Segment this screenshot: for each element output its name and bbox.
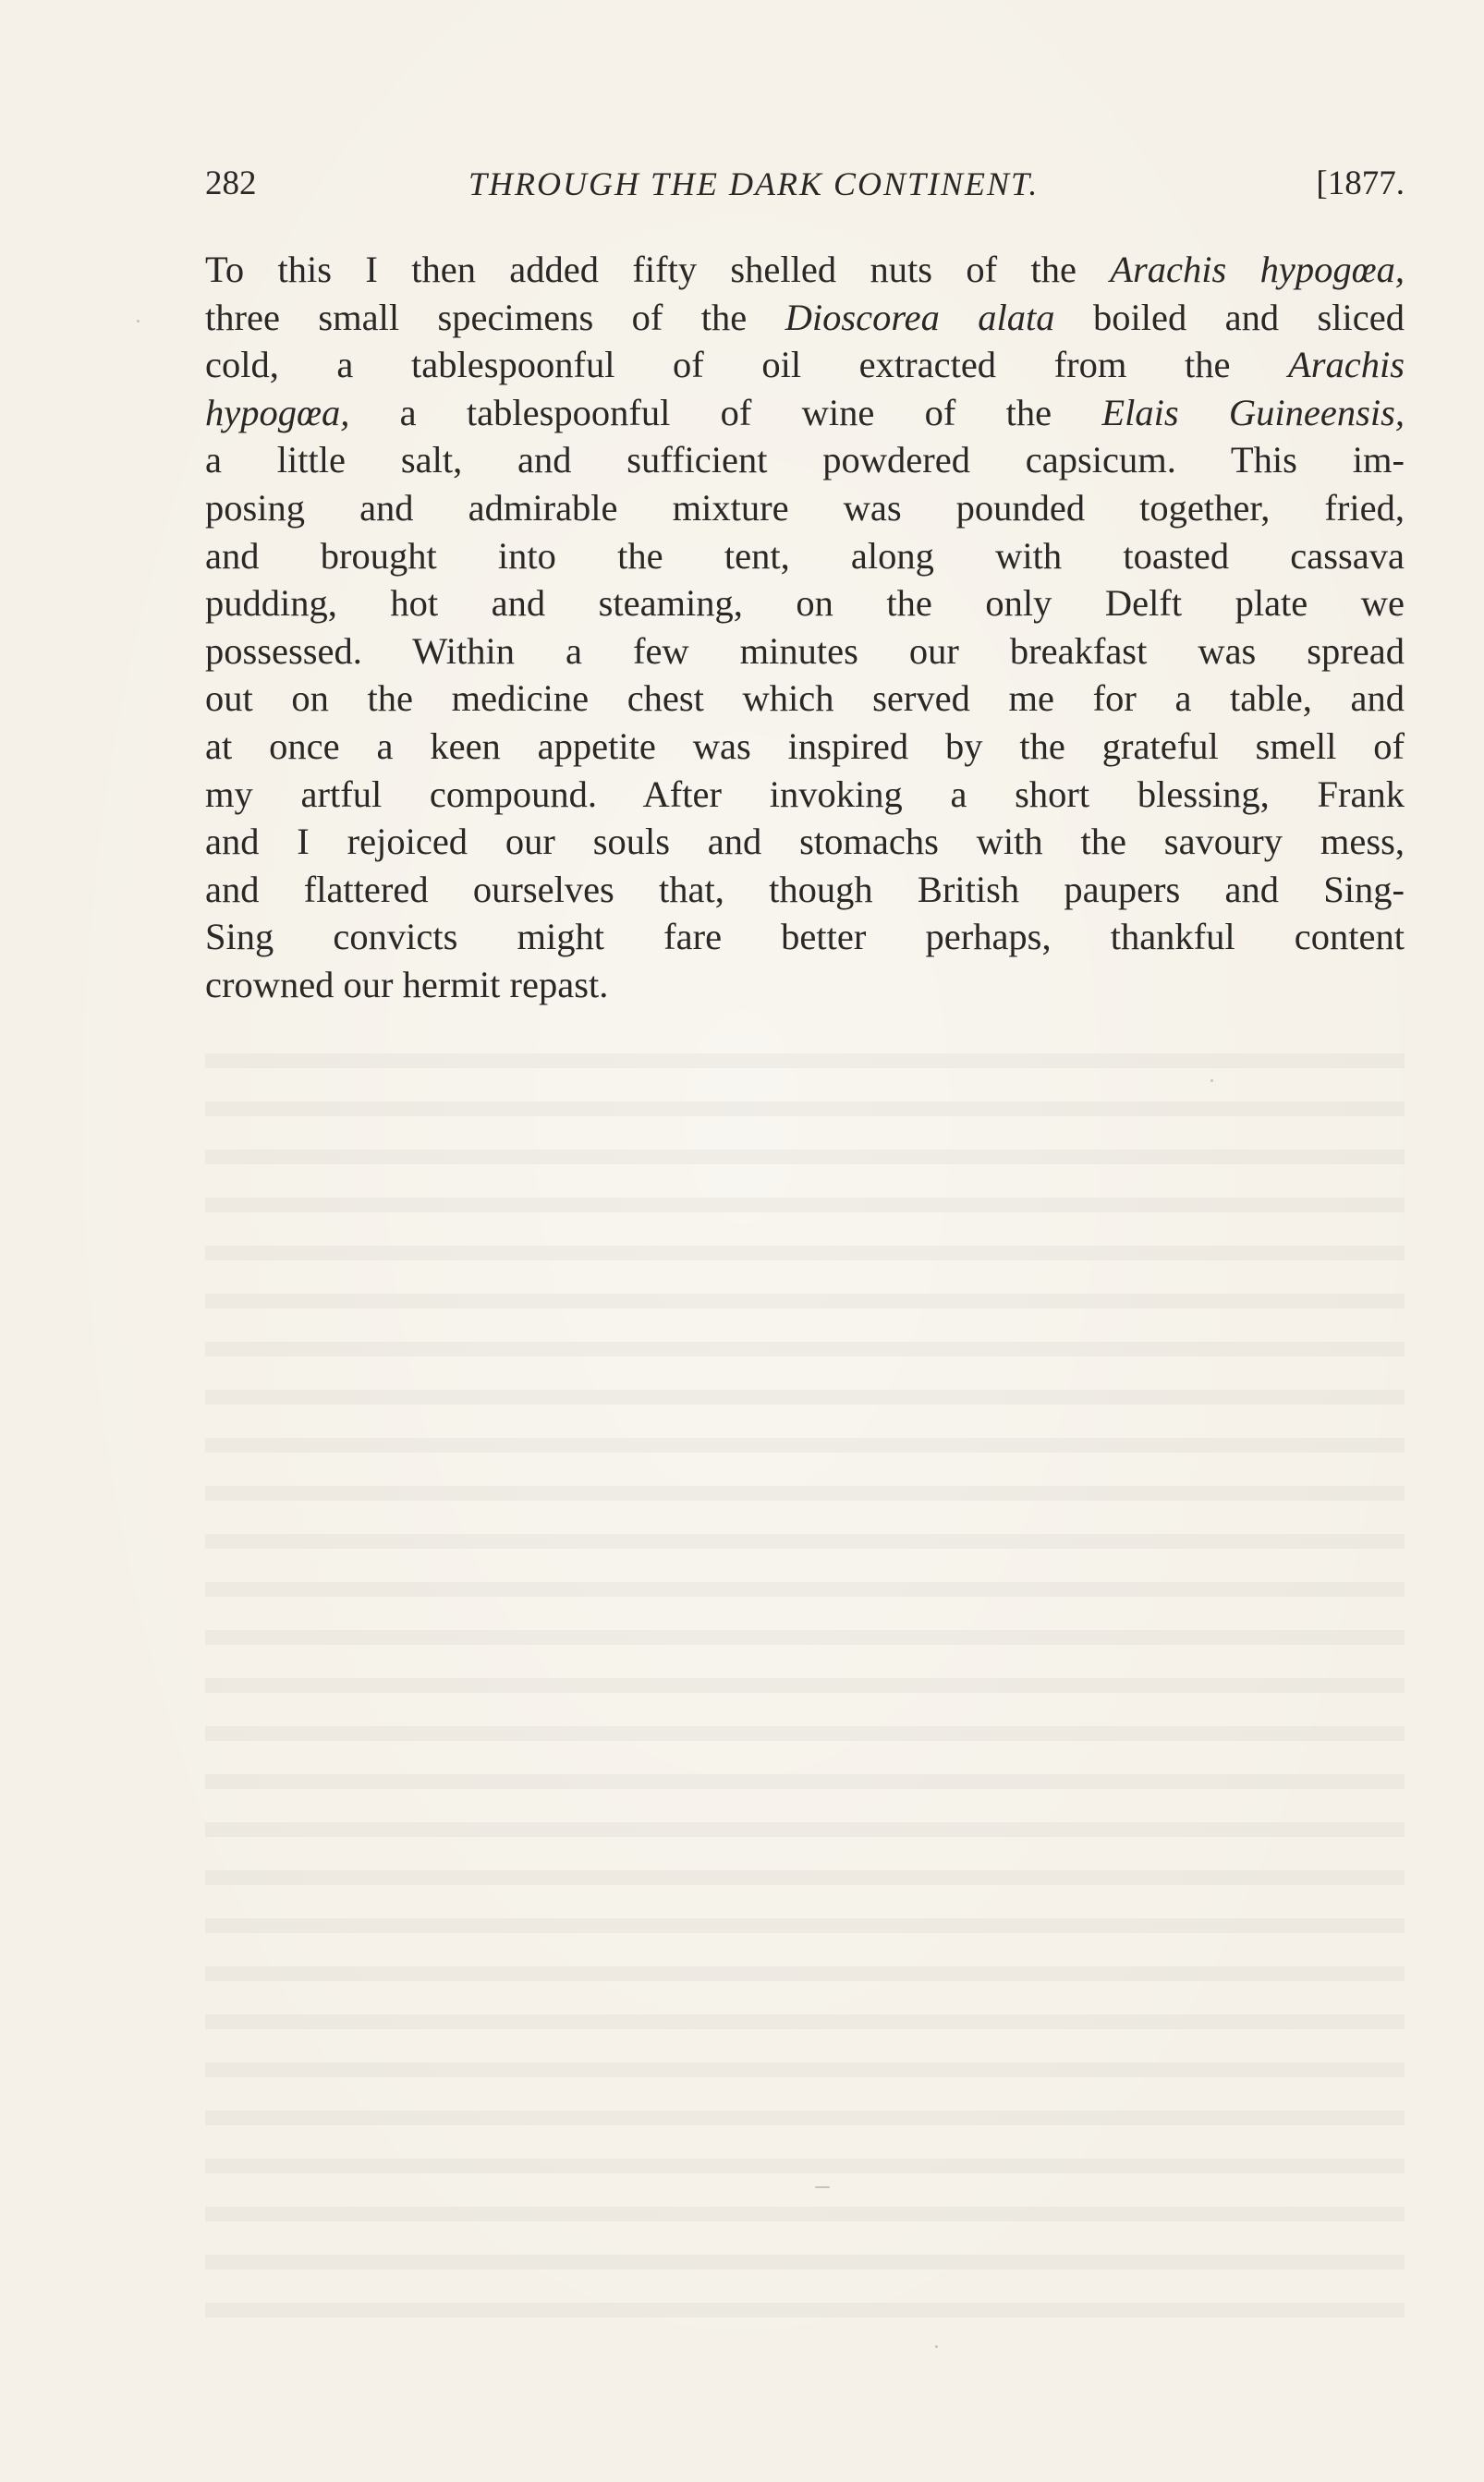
text-run: and brought into the tent, along with toasted cassava [205,534,1405,577]
text-run: at once a keen appetite was inspired by the grateful smell of [205,724,1405,767]
text-line [205,675,1405,723]
text-run: out on the medicine chest which served me for a table, and [205,677,1405,720]
paper-speck [815,2186,830,2188]
text-line [205,294,1405,342]
italic-term: Arachis [1288,344,1405,386]
text-run: pudding, hot and steaming, on the only Delft plate we [205,582,1405,625]
text-run: three small specimens of the [205,296,785,338]
text-run: and I rejoiced our souls and stomachs with the savoury mess, [205,821,1405,863]
italic-term: Dioscorea alata [785,296,1055,338]
text-line [205,532,1405,580]
text-run: a tablespoonful of wine of the [349,391,1102,433]
text-run: cold, a tablespoonful of oil extracted from the [205,344,1288,386]
text-line [205,341,1405,389]
text-line [205,627,1405,675]
text-run: a little salt, and sufficient powdered capsicum. This im- [205,439,1405,481]
text-line [205,579,1405,627]
text-run: Sing convicts might fare better perhaps, thankful content [205,916,1405,958]
running-year: [1877. [1316,164,1405,202]
text-line [205,484,1405,532]
text-line [205,436,1405,484]
text-run: my artful compound. After invoking a short blessing, Frank [205,773,1405,815]
text-line [205,771,1405,819]
bleed-through-texture [205,1035,1405,2347]
paper-speck [137,320,140,322]
text-line [205,818,1405,866]
text-line [205,723,1405,771]
body-paragraph [205,246,1405,1009]
italic-term: Elais Guineensis, [1101,391,1405,433]
text-run: and flattered ourselves that, though British paupers and Sing- [205,868,1405,910]
text-line [205,866,1405,914]
text-line [205,913,1405,961]
page-number: 282 [205,164,257,202]
text-line [205,961,1405,1009]
running-title: THROUGH THE DARK CONTINENT. [468,165,1040,202]
text-run: crowned our hermit repast. [205,963,609,1005]
paper-speck [935,2345,938,2348]
text-run: possessed. Within a few minutes our breakfast was spread [205,629,1405,672]
text-run: posing and admirable mixture was pounded together, fried, [205,486,1405,529]
text-run: To this I then added fifty shelled nuts of the [205,249,1111,290]
italic-term: hypogœa, [205,391,350,433]
running-head [205,161,1405,207]
paper-speck [1210,1079,1213,1082]
text-run: boiled and sliced [1054,296,1405,338]
text-line [205,389,1405,437]
text-line [205,246,1405,294]
italic-term: Arachis hypogœa, [1110,249,1405,290]
